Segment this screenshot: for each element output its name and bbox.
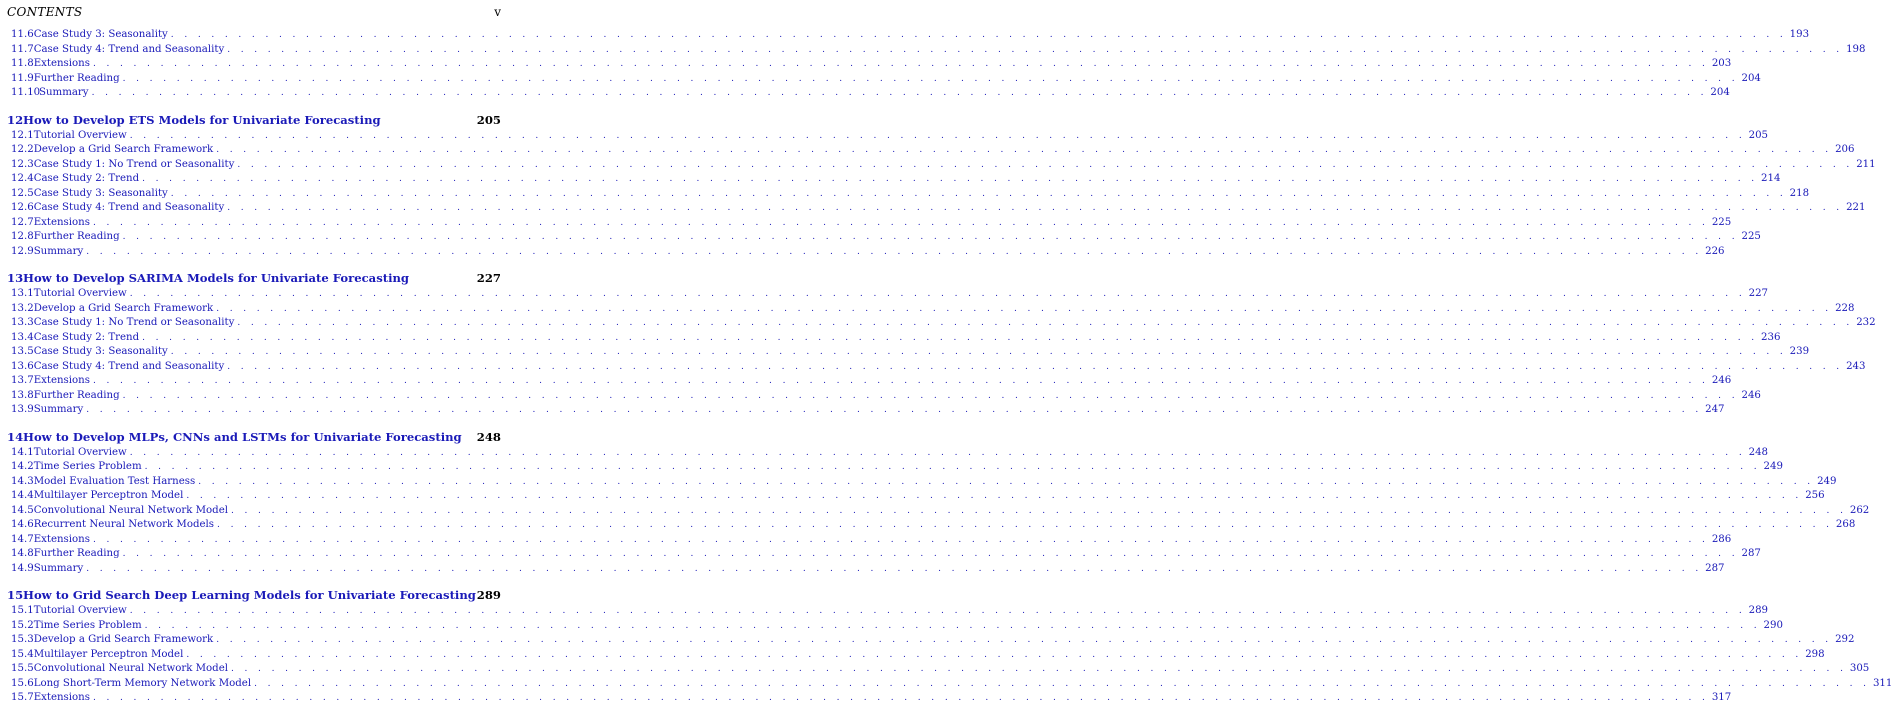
dot-leader: . . . . . . . . . . . . . . . . . . . . . . . . . . . . . . . . . . . . . . . . . . . . . . . . . . . . . . . . . . . . . . . . . . . . . . . . . . . . . . . . . . . . . . . . . . . . . . . . . . . . . . . . . . . . . . . . . . . . . . . . — [254, 678, 1870, 689]
dot-leader: . . . . . . . . . . . . . . . . . . . . . . . . . . . . . . . . . . . . . . . . . . . . . . . . . . . . . . . . . . . . . . . . . . . . . . . . . . . . . . . . . . . . . . . . . . . . . . . . . . . . . . . . . . . . . . . . . . . . . . . . — [129, 447, 1746, 458]
section-title[interactable]: Summary — [33, 245, 84, 257]
toc-entry-13.5[interactable] — [7, 345, 1810, 360]
dot-leader: . . . . . . . . . . . . . . . . . . . . . . . . . . . . . . . . . . . . . . . . . . . . . . . . . . . . . . . . . . . . . . . . . . . . . . . . . . . . . . . . . . . . . . . . . . . . . . . . . . . . . . . . . . . . . . . . . . . . . . . . — [217, 520, 1833, 530]
section-number: 13.2 — [11, 302, 34, 314]
toc-entry-12.6[interactable] — [7, 201, 1866, 216]
dot-leader: . . . . . . . . . . . . . . . . . . . . . . . . . . . . . . . . . . . . . . . . . . . . . . . . . . . . . . . . . . . . . . . . . . . . . . . . . . . . . . . . . . . . . . . . . . . . . . . . . . . . . . . . . . . . . . . . . . . . . . . . — [216, 635, 1833, 645]
section-title[interactable]: Extensions — [33, 58, 90, 69]
section-title[interactable]: Tutorial Overview — [33, 288, 127, 299]
dot-leader: . . . . . . . . . . . . . . . . . . . . . . . . . . . . . . . . . . . . . . . . . . . . . . . . . . . . . . . . . . . . . . . . . . . . . . . . . . . . . . . . . . . . . . . . . . . . . . . . . . . . . . . . . . . . . . . . . . . . . . . . — [231, 505, 1847, 516]
section-number: 13.9 — [11, 404, 34, 415]
dot-leader: . . . . . . . . . . . . . . . . . . . . . . . . . . . . . . . . . . . . . . . . . . . . . . . . . . . . . . . . . . . . . . . . . . . . . . . . . . . . . . . . . . . . . . . . . . . . . . . . . . . . . . . . . . . . . . . . . . . . . . . . — [91, 88, 1708, 98]
dot-leader: . . . . . . . . . . . . . . . . . . . . . . . . . . . . . . . . . . . . . . . . . . . . . . . . . . . . . . . . . . . . . . . . . . . . . . . . . . . . . . . . . . . . . . . . . . . . . . . . . . . . . . . . . . . . . . . . . . . . . . . . — [227, 44, 1844, 55]
section-title[interactable]: Time Series Problem — [33, 461, 142, 472]
toc-entry-12.4[interactable] — [7, 172, 1781, 187]
section-page-number: 228 — [1835, 302, 1855, 314]
section-title[interactable]: Convolutional Neural Network Model — [33, 504, 228, 516]
toc-entry-14.1[interactable] — [7, 446, 1769, 461]
section-title[interactable]: Case Study 4: Trend and Seasonality — [33, 43, 225, 55]
toc-entry-14.7[interactable] — [7, 533, 1732, 548]
dot-leader: . . . . . . . . . . . . . . . . . . . . . . . . . . . . . . . . . . . . . . . . . . . . . . . . . . . . . . . . . . . . . . . . . . . . . . . . . . . . . . . . . . . . . . . . . . . . . . . . . . . . . . . . . . . . . . . . . . . . . . . . — [170, 188, 1787, 199]
section-title[interactable]: Summary — [33, 404, 84, 415]
section-number: 12.3 — [11, 158, 34, 170]
section-number: 15.2 — [11, 619, 34, 631]
section-number: 11.6 — [11, 29, 34, 40]
section-title[interactable]: Case Study 1: No Trend or Seasonality — [33, 158, 235, 170]
dot-leader: . . . . . . . . . . . . . . . . . . . . . . . . . . . . . . . . . . . . . . . . . . . . . . . . . . . . . . . . . . . . . . . . . . . . . . . . . . . . . . . . . . . . . . . . . . . . . . . . . . . . . . . . . . . . . . . . . . . . . . . . — [92, 376, 1709, 386]
toc-entry-14.2[interactable] — [7, 460, 1783, 475]
dot-leader: . . . . . . . . . . . . . . . . . . . . . . . . . . . . . . . . . . . . . . . . . . . . . . . . . . . . . . . . . . . . . . . . . . . . . . . . . . . . . . . . . . . . . . . . . . . . . . . . . . . . . . . . . . . . . . . . . . . . . . . . — [186, 649, 1803, 660]
section-page-number: 292 — [1835, 634, 1855, 645]
toc-entry-13.1[interactable] — [7, 287, 1769, 302]
section-number: 11.9 — [11, 72, 34, 84]
chapter-title[interactable]: How to Develop SARIMA Models for Univariate Forecasting — [23, 271, 410, 285]
section-number: 14.2 — [11, 461, 34, 472]
section-page-number: 247 — [1705, 404, 1725, 415]
section-title[interactable]: Extensions — [33, 692, 90, 703]
section-page-number: 243 — [1846, 360, 1866, 372]
section-page-number: 205 — [1748, 129, 1769, 141]
chapter-number: 15 — [7, 588, 24, 602]
dot-leader: . . . . . . . . . . . . . . . . . . . . . . . . . . . . . . . . . . . . . . . . . . . . . . . . . . . . . . . . . . . . . . . . . . . . . . . . . . . . . . . . . . . . . . . . . . . . . . . . . . . . . . . . . . . . . . . . . . . . . . . . — [231, 664, 1847, 674]
section-page-number: 246 — [1711, 375, 1732, 386]
section-number: 12.1 — [11, 129, 34, 141]
dot-leader: . . . . . . . . . . . . . . . . . . . . . . . . . . . . . . . . . . . . . . . . . . . . . . . . . . . . . . . . . . . . . . . . . . . . . . . . . . . . . . . . . . . . . . . . . . . . . . . . . . . . . . . . . . . . . . . . . . . . . . . . — [92, 693, 1709, 703]
dot-leader: . . . . . . . . . . . . . . . . . . . . . . . . . . . . . . . . . . . . . . . . . . . . . . . . . . . . . . . . . . . . . . . . . . . . . . . . . . . . . . . . . . . . . . . . . . . . . . . . . . . . . . . . . . . . . . . . . . . . . . . . — [144, 462, 1761, 472]
section-page-number: 239 — [1789, 346, 1810, 357]
section-number: 15.6 — [11, 677, 34, 689]
section-page-number: 268 — [1835, 519, 1856, 530]
toc-chapter-14[interactable] — [7, 429, 501, 446]
section-page-number: 226 — [1705, 245, 1725, 257]
section-page-number: 225 — [1711, 216, 1732, 228]
toc-entry-14.6[interactable] — [7, 518, 1856, 533]
dot-leader: . . . . . . . . . . . . . . . . . . . . . . . . . . . . . . . . . . . . . . . . . . . . . . . . . . . . . . . . . . . . . . . . . . . . . . . . . . . . . . . . . . . . . . . . . . . . . . . . . . . . . . . . . . . . . . . . . . . . . . . . — [122, 549, 1739, 559]
section-number: 15.3 — [11, 634, 34, 645]
table-of-contents — [7, 28, 1892, 706]
toc-entry-14.5[interactable] — [7, 504, 1870, 519]
dot-leader: . . . . . . . . . . . . . . . . . . . . . . . . . . . . . . . . . . . . . . . . . . . . . . . . . . . . . . . . . . . . . . . . . . . . . . . . . . . . . . . . . . . . . . . . . . . . . . . . . . . . . . . . . . . . . . . . . . . . . . . . — [170, 347, 1787, 357]
section-page-number: 290 — [1763, 619, 1783, 631]
toc-entry-15.2[interactable] — [7, 619, 1783, 634]
toc-entry-11.10[interactable] — [7, 86, 1730, 101]
section-title[interactable]: Time Series Problem — [33, 619, 142, 631]
section-title[interactable]: Extensions — [33, 533, 90, 545]
section-page-number: 287 — [1705, 562, 1725, 574]
section-title[interactable]: Case Study 1: No Trend or Seasonality — [33, 317, 235, 328]
section-number: 12.5 — [11, 187, 34, 199]
dot-leader: . . . . . . . . . . . . . . . . . . . . . . . . . . . . . . . . . . . . . . . . . . . . . . . . . . . . . . . . . . . . . . . . . . . . . . . . . . . . . . . . . . . . . . . . . . . . . . . . . . . . . . . . . . . . . . . . . . . . . . . . — [122, 232, 1739, 242]
section-page-number: 246 — [1741, 389, 1761, 401]
section-page-number: 203 — [1711, 58, 1732, 69]
chapter-number: 14 — [7, 429, 24, 444]
section-title[interactable]: Case Study 3: Seasonality — [33, 29, 168, 40]
dot-leader: . . . . . . . . . . . . . . . . . . . . . . . . . . . . . . . . . . . . . . . . . . . . . . . . . . . . . . . . . . . . . . . . . . . . . . . . . . . . . . . . . . . . . . . . . . . . . . . . . . . . . . . . . . . . . . . . . . . . . . . . — [227, 203, 1844, 213]
section-number: 13.4 — [11, 331, 34, 343]
section-page-number: 256 — [1805, 490, 1825, 501]
toc-entry-15.1[interactable] — [7, 604, 1769, 619]
section-page-number: 287 — [1741, 548, 1761, 559]
dot-leader: . . . . . . . . . . . . . . . . . . . . . . . . . . . . . . . . . . . . . . . . . . . . . . . . . . . . . . . . . . . . . . . . . . . . . . . . . . . . . . . . . . . . . . . . . . . . . . . . . . . . . . . . . . . . . . . . . . . . . . . . — [86, 246, 1703, 257]
chapter-page-number: 205 — [476, 112, 501, 127]
toc-entry-11.6[interactable] — [7, 28, 1810, 43]
section-number: 11.8 — [11, 58, 34, 69]
section-title[interactable]: Recurrent Neural Network Models — [33, 519, 215, 530]
section-title[interactable]: Case Study 3: Seasonality — [33, 187, 168, 199]
section-number: 13.6 — [11, 360, 34, 372]
toc-entry-12.3[interactable] — [7, 158, 1876, 173]
section-number: 15.1 — [11, 605, 34, 616]
toc-entry-13.9[interactable] — [7, 403, 1725, 418]
page-number: v — [494, 5, 501, 19]
section-page-number: 286 — [1711, 533, 1732, 545]
toc-entry-12.8[interactable] — [7, 230, 1761, 245]
toc-entry-14.4[interactable] — [7, 489, 1825, 504]
section-number: 15.5 — [11, 663, 34, 674]
toc-entry-13.4[interactable] — [7, 331, 1781, 346]
section-title[interactable]: Multilayer Perceptron Model — [33, 490, 184, 501]
section-number: 12.9 — [11, 245, 34, 257]
section-title[interactable]: Case Study 3: Seasonality — [33, 346, 168, 357]
section-page-number: 206 — [1835, 144, 1855, 155]
toc-entry-14.8[interactable] — [7, 547, 1761, 562]
section-number: 12.2 — [11, 144, 34, 155]
toc-entry-13.6[interactable] — [7, 360, 1866, 375]
dot-leader: . . . . . . . . . . . . . . . . . . . . . . . . . . . . . . . . . . . . . . . . . . . . . . . . . . . . . . . . . . . . . . . . . . . . . . . . . . . . . . . . . . . . . . . . . . . . . . . . . . . . . . . . . . . . . . . . . . . . . . . . — [142, 174, 1758, 184]
section-number: 14.3 — [11, 475, 34, 487]
dot-leader: . . . . . . . . . . . . . . . . . . . . . . . . . . . . . . . . . . . . . . . . . . . . . . . . . . . . . . . . . . . . . . . . . . . . . . . . . . . . . . . . . . . . . . . . . . . . . . . . . . . . . . . . . . . . . . . . . . . . . . . . — [142, 332, 1758, 343]
section-page-number: 236 — [1760, 331, 1781, 343]
toc-entry-15.5[interactable] — [7, 662, 1870, 677]
section-title[interactable]: Case Study 4: Trend and Seasonality — [33, 360, 225, 372]
section-number: 13.5 — [11, 346, 34, 357]
section-title[interactable]: Develop a Grid Search Framework — [33, 302, 214, 314]
toc-entry-13.7[interactable] — [7, 374, 1732, 389]
section-number: 13.7 — [11, 375, 34, 386]
section-number: 14.5 — [11, 504, 34, 516]
section-title[interactable]: Further Reading — [33, 389, 120, 401]
dot-leader: . . . . . . . . . . . . . . . . . . . . . . . . . . . . . . . . . . . . . . . . . . . . . . . . . . . . . . . . . . . . . . . . . . . . . . . . . . . . . . . . . . . . . . . . . . . . . . . . . . . . . . . . . . . . . . . . . . . . . . . . — [129, 289, 1746, 299]
section-page-number: 298 — [1805, 648, 1825, 660]
section-number: 14.6 — [11, 519, 34, 530]
toc-entry-12.1[interactable] — [7, 129, 1769, 144]
section-page-number: 232 — [1856, 317, 1876, 328]
section-page-number: 204 — [1741, 72, 1761, 84]
section-title[interactable]: Tutorial Overview — [33, 605, 127, 616]
toc-entry-15.6[interactable] — [7, 677, 1892, 692]
toc-entry-12.5[interactable] — [7, 187, 1810, 202]
section-page-number: 193 — [1789, 29, 1810, 40]
section-page-number: 211 — [1856, 158, 1876, 170]
toc-entry-12.7[interactable] — [7, 216, 1732, 231]
section-page-number: 225 — [1741, 231, 1761, 242]
section-number: 14.4 — [11, 490, 34, 501]
section-title[interactable]: Extensions — [33, 216, 90, 228]
section-page-number: 221 — [1846, 202, 1866, 213]
section-number: 13.8 — [11, 389, 34, 401]
dot-leader: . . . . . . . . . . . . . . . . . . . . . . . . . . . . . . . . . . . . . . . . . . . . . . . . . . . . . . . . . . . . . . . . . . . . . . . . . . . . . . . . . . . . . . . . . . . . . . . . . . . . . . . . . . . . . . . . . . . . . . . . — [122, 390, 1739, 401]
chapter-title[interactable]: How to Grid Search Deep Learning Models for Univariate Forecasting — [23, 588, 476, 602]
toc-entry-13.8[interactable] — [7, 389, 1761, 404]
section-page-number: 262 — [1849, 504, 1870, 516]
toc-entry-15.3[interactable] — [7, 633, 1855, 648]
toc-entry-13.3[interactable] — [7, 316, 1876, 331]
dot-leader: . . . . . . . . . . . . . . . . . . . . . . . . . . . . . . . . . . . . . . . . . . . . . . . . . . . . . . . . . . . . . . . . . . . . . . . . . . . . . . . . . . . . . . . . . . . . . . . . . . . . . . . . . . . . . . . . . . . . . . . . — [216, 303, 1833, 314]
dot-leader: . . . . . . . . . . . . . . . . . . . . . . . . . . . . . . . . . . . . . . . . . . . . . . . . . . . . . . . . . . . . . . . . . . . . . . . . . . . . . . . . . . . . . . . . . . . . . . . . . . . . . . . . . . . . . . . . . . . . . . . . — [186, 491, 1803, 501]
section-title[interactable]: Further Reading — [33, 72, 120, 84]
dot-leader: . . . . . . . . . . . . . . . . . . . . . . . . . . . . . . . . . . . . . . . . . . . . . . . . . . . . . . . . . . . . . . . . . . . . . . . . . . . . . . . . . . . . . . . . . . . . . . . . . . . . . . . . . . . . . . . . . . . . . . . . — [198, 476, 1815, 487]
section-page-number: 218 — [1789, 187, 1810, 199]
section-page-number: 248 — [1748, 446, 1769, 458]
dot-leader: . . . . . . . . . . . . . . . . . . . . . . . . . . . . . . . . . . . . . . . . . . . . . . . . . . . . . . . . . . . . . . . . . . . . . . . . . . . . . . . . . . . . . . . . . . . . . . . . . . . . . . . . . . . . . . . . . . . . . . . . — [144, 620, 1761, 631]
section-title[interactable]: Tutorial Overview — [33, 129, 127, 141]
dot-leader: . . . . . . . . . . . . . . . . . . . . . . . . . . . . . . . . . . . . . . . . . . . . . . . . . . . . . . . . . . . . . . . . . . . . . . . . . . . . . . . . . . . . . . . . . . . . . . . . . . . . . . . . . . . . . . . . . . . . . . . . — [92, 59, 1709, 69]
section-number: 12.6 — [11, 202, 34, 213]
dot-leader: . . . . . . . . . . . . . . . . . . . . . . . . . . . . . . . . . . . . . . . . . . . . . . . . . . . . . . . . . . . . . . . . . . . . . . . . . . . . . . . . . . . . . . . . . . . . . . . . . . . . . . . . . . . . . . . . . . . . . . . . — [216, 145, 1833, 155]
section-title[interactable]: Further Reading — [33, 548, 120, 559]
dot-leader: . . . . . . . . . . . . . . . . . . . . . . . . . . . . . . . . . . . . . . . . . . . . . . . . . . . . . . . . . . . . . . . . . . . . . . . . . . . . . . . . . . . . . . . . . . . . . . . . . . . . . . . . . . . . . . . . . . . . . . . . — [129, 606, 1746, 616]
section-number: 12.8 — [11, 231, 34, 242]
section-title[interactable]: Convolutional Neural Network Model — [33, 663, 228, 674]
toc-chapter-15[interactable] — [7, 587, 501, 604]
section-page-number: 311 — [1872, 677, 1892, 689]
dot-leader: . . . . . . . . . . . . . . . . . . . . . . . . . . . . . . . . . . . . . . . . . . . . . . . . . . . . . . . . . . . . . . . . . . . . . . . . . . . . . . . . . . . . . . . . . . . . . . . . . . . . . . . . . . . . . . . . . . . . . . . . — [92, 534, 1709, 545]
chapter-number: 13 — [7, 271, 24, 285]
toc-entry-12.2[interactable] — [7, 143, 1855, 158]
section-title[interactable]: Case Study 2: Trend — [33, 331, 140, 343]
section-number: 13.1 — [11, 288, 34, 299]
toc-entry-14.9[interactable] — [7, 562, 1725, 577]
section-title[interactable]: Summary — [33, 562, 84, 574]
dot-leader: . . . . . . . . . . . . . . . . . . . . . . . . . . . . . . . . . . . . . . . . . . . . . . . . . . . . . . . . . . . . . . . . . . . . . . . . . . . . . . . . . . . . . . . . . . . . . . . . . . . . . . . . . . . . . . . . . . . . . . . . — [129, 130, 1746, 141]
dot-leader: . . . . . . . . . . . . . . . . . . . . . . . . . . . . . . . . . . . . . . . . . . . . . . . . . . . . . . . . . . . . . . . . . . . . . . . . . . . . . . . . . . . . . . . . . . . . . . . . . . . . . . . . . . . . . . . . . . . . . . . . — [227, 361, 1844, 372]
section-page-number: 227 — [1748, 288, 1769, 299]
section-title[interactable]: Case Study 4: Trend and Seasonality — [33, 202, 225, 213]
section-number: 14.7 — [11, 533, 34, 545]
running-title: CONTENTS — [7, 5, 83, 19]
chapter-title[interactable]: How to Develop MLPs, CNNs and LSTMs for Univariate Forecasting — [23, 429, 462, 444]
section-page-number: 305 — [1849, 663, 1870, 674]
section-title[interactable]: Multilayer Perceptron Model — [33, 648, 184, 660]
section-number: 12.4 — [11, 173, 34, 184]
toc-entry-11.9[interactable] — [7, 72, 1761, 87]
section-number: 12.7 — [11, 216, 34, 228]
section-title[interactable]: Tutorial Overview — [33, 446, 127, 458]
section-page-number: 249 — [1817, 475, 1837, 487]
section-number: 13.3 — [11, 317, 34, 328]
section-number: 14.9 — [11, 562, 34, 574]
chapter-page-number: 248 — [476, 429, 501, 444]
dot-leader: . . . . . . . . . . . . . . . . . . . . . . . . . . . . . . . . . . . . . . . . . . . . . . . . . . . . . . . . . . . . . . . . . . . . . . . . . . . . . . . . . . . . . . . . . . . . . . . . . . . . . . . . . . . . . . . . . . . . . . . . — [86, 563, 1703, 574]
toc-entry-12.9[interactable] — [7, 245, 1725, 260]
section-page-number: 289 — [1748, 605, 1769, 616]
section-title[interactable]: Extensions — [33, 375, 90, 386]
section-number: 14.8 — [11, 548, 34, 559]
section-page-number: 204 — [1710, 87, 1730, 98]
section-title[interactable]: Model Evaluation Test Harness — [33, 475, 196, 487]
section-page-number: 317 — [1711, 692, 1732, 703]
section-page-number: 198 — [1846, 43, 1866, 55]
section-title[interactable]: Case Study 2: Trend — [33, 173, 140, 184]
toc-chapter-12[interactable] — [7, 112, 501, 129]
toc-entry-13.2[interactable] — [7, 302, 1855, 317]
section-number: 15.7 — [11, 692, 34, 703]
section-page-number: 249 — [1763, 461, 1783, 472]
toc-chapter-13[interactable] — [7, 270, 501, 287]
toc-entry-15.4[interactable] — [7, 648, 1825, 663]
section-title[interactable]: Further Reading — [33, 231, 120, 242]
toc-entry-11.8[interactable] — [7, 57, 1732, 72]
section-page-number: 214 — [1760, 173, 1781, 184]
toc-entry-15.7[interactable] — [7, 691, 1732, 706]
chapter-page-number: 289 — [476, 588, 501, 602]
dot-leader: . . . . . . . . . . . . . . . . . . . . . . . . . . . . . . . . . . . . . . . . . . . . . . . . . . . . . . . . . . . . . . . . . . . . . . . . . . . . . . . . . . . . . . . . . . . . . . . . . . . . . . . . . . . . . . . . . . . . . . . . — [170, 30, 1787, 40]
section-number: 11.10 — [11, 87, 41, 98]
toc-entry-11.7[interactable] — [7, 43, 1866, 58]
chapter-title[interactable]: How to Develop ETS Models for Univariate Forecasting — [23, 112, 381, 127]
page-header — [7, 2, 501, 22]
dot-leader: . . . . . . . . . . . . . . . . . . . . . . . . . . . . . . . . . . . . . . . . . . . . . . . . . . . . . . . . . . . . . . . . . . . . . . . . . . . . . . . . . . . . . . . . . . . . . . . . . . . . . . . . . . . . . . . . . . . . . . . . — [122, 73, 1739, 84]
chapter-number: 12 — [7, 112, 24, 127]
dot-leader: . . . . . . . . . . . . . . . . . . . . . . . . . . . . . . . . . . . . . . . . . . . . . . . . . . . . . . . . . . . . . . . . . . . . . . . . . . . . . . . . . . . . . . . . . . . . . . . . . . . . . . . . . . . . . . . . . . . . . . . . — [237, 159, 1854, 170]
section-title[interactable]: Develop a Grid Search Framework — [33, 144, 214, 155]
section-title[interactable]: Long Short-Term Memory Network Model — [33, 677, 252, 689]
dot-leader: . . . . . . . . . . . . . . . . . . . . . . . . . . . . . . . . . . . . . . . . . . . . . . . . . . . . . . . . . . . . . . . . . . . . . . . . . . . . . . . . . . . . . . . . . . . . . . . . . . . . . . . . . . . . . . . . . . . . . . . . — [92, 217, 1709, 228]
dot-leader: . . . . . . . . . . . . . . . . . . . . . . . . . . . . . . . . . . . . . . . . . . . . . . . . . . . . . . . . . . . . . . . . . . . . . . . . . . . . . . . . . . . . . . . . . . . . . . . . . . . . . . . . . . . . . . . . . . . . . . . . — [86, 405, 1703, 415]
section-title[interactable]: Develop a Grid Search Framework — [33, 634, 214, 645]
toc-entry-14.3[interactable] — [7, 475, 1837, 490]
section-number: 11.7 — [11, 43, 34, 55]
section-number: 14.1 — [11, 446, 34, 458]
dot-leader: . . . . . . . . . . . . . . . . . . . . . . . . . . . . . . . . . . . . . . . . . . . . . . . . . . . . . . . . . . . . . . . . . . . . . . . . . . . . . . . . . . . . . . . . . . . . . . . . . . . . . . . . . . . . . . . . . . . . . . . . — [237, 318, 1854, 328]
section-title[interactable]: Summary — [39, 87, 89, 98]
section-number: 15.4 — [11, 648, 34, 660]
chapter-page-number: 227 — [476, 271, 501, 285]
